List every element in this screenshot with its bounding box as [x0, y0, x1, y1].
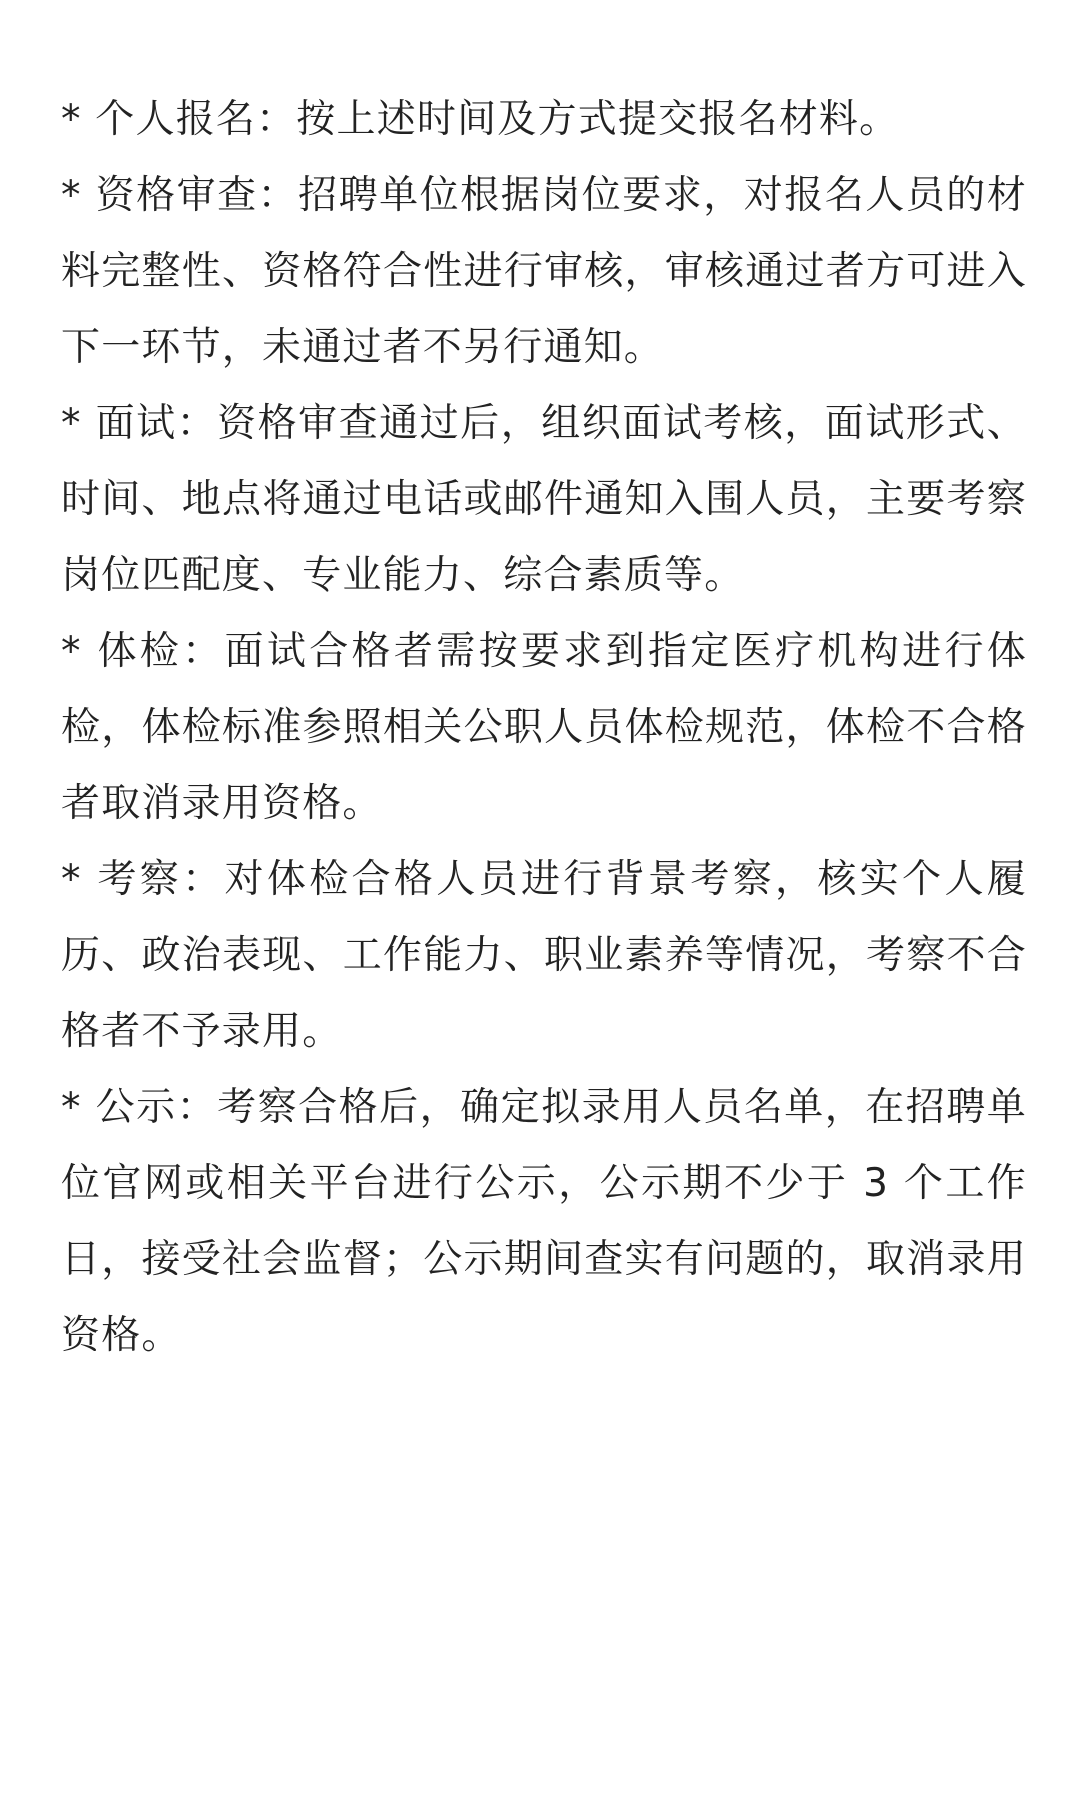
- list-item-qualification-review: * 资格审查：招聘单位根据岗位要求，对报名人员的材料完整性、资格符合性进行审核，审核通过者方可进入下一环节，未通过者不另行通知。: [61, 173, 1027, 370]
- list-item-interview: * 面试：资格审查通过后，组织面试考核，面试形式、时间、地点将通过电话或邮件通知入围人员，主要考察岗位匹配度、专业能力、综合素质等。: [61, 401, 1027, 598]
- list-item-medical-exam: * 体检：面试合格者需按要求到指定医疗机构进行体检，体检标准参照相关公职人员体检规范，体检不合格者取消录用资格。: [61, 629, 1027, 826]
- recruitment-process-list: [61, 82, 1027, 1374]
- list-item-public-notice: * 公示：考察合格后，确定拟录用人员名单，在招聘单位官网或相关平台进行公示，公示期不少于 3 个工作日，接受社会监督；公示期间查实有问题的，取消录用资格。: [61, 1085, 1027, 1358]
- list-item-background-check: * 考察：对体检合格人员进行背景考察，核实个人履历、政治表现、工作能力、职业素养等情况，考察不合格者不予录用。: [61, 857, 1027, 1054]
- list-item-registration: * 个人报名：按上述时间及方式提交报名材料。: [61, 97, 900, 142]
